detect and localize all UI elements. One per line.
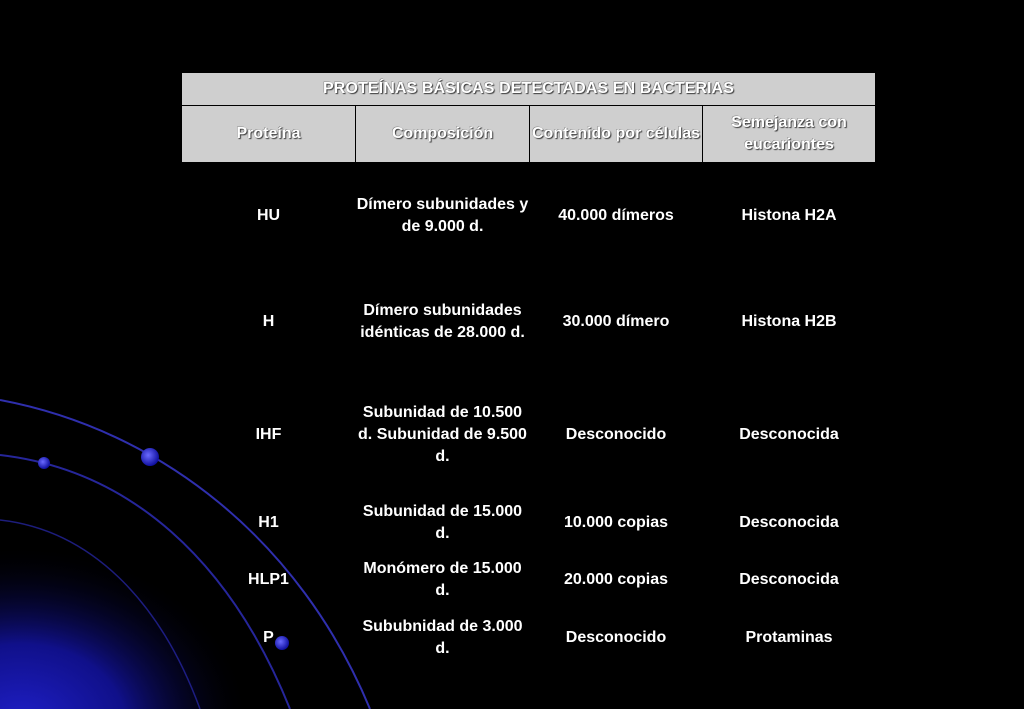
table-row [182,269,876,375]
protein-table [181,72,876,667]
cell-composition: Dímero subunidades idénticas de 28.000 d. [360,302,525,341]
cell-composition: Dímero subunidades y de 9.000 d. [356,196,529,235]
cell-protein: P [263,629,274,646]
cell-composition: Monómero de 15.000 d. [363,560,522,599]
cell-protein: HLP1 [248,571,289,588]
cell-composition: Sububnidad de 3.000 d. [362,618,523,657]
cell-similarity: Desconocida [739,514,839,531]
cell-similarity: Histona H2A [741,207,837,224]
cell-protein: HU [256,207,281,224]
cell-content: Desconocido [565,426,667,443]
table-row [182,163,876,270]
cell-content: 30.000 dímero [562,313,670,330]
column-header-similarity: Semejanza con eucariontes [703,106,876,163]
column-header-protein: Proteína [182,106,356,163]
column-header-content: Contenido por células [530,106,703,163]
cell-content: 20.000 copias [563,571,669,588]
orb-decoration [141,448,159,466]
cell-composition: Subunidad de 15.000 d. [362,503,523,542]
cell-protein: H1 [258,514,279,531]
table-row [182,375,876,495]
cell-content: 40.000 dímeros [558,207,674,224]
cell-protein: H [262,313,275,330]
table-title: PROTEÍNAS BÁSICAS DETECTADAS EN BACTERIAS [182,73,876,106]
column-header-composition: Composición [356,106,530,163]
cell-similarity: Protaminas [745,629,833,646]
cell-content: 10.000 copias [563,514,669,531]
cell-similarity: Desconocida [739,571,839,588]
cell-protein: IHF [255,426,282,443]
cell-content: Desconocido [565,629,667,646]
table-row [182,551,876,609]
cell-similarity: Histona H2B [741,313,837,330]
cell-composition: Subunidad de 10.500 d. Subunidad de 9.500 d. [358,404,527,465]
table-row [182,609,876,667]
table-row [182,495,876,551]
cell-similarity: Desconocida [739,426,839,443]
protein-table-container [181,72,875,667]
